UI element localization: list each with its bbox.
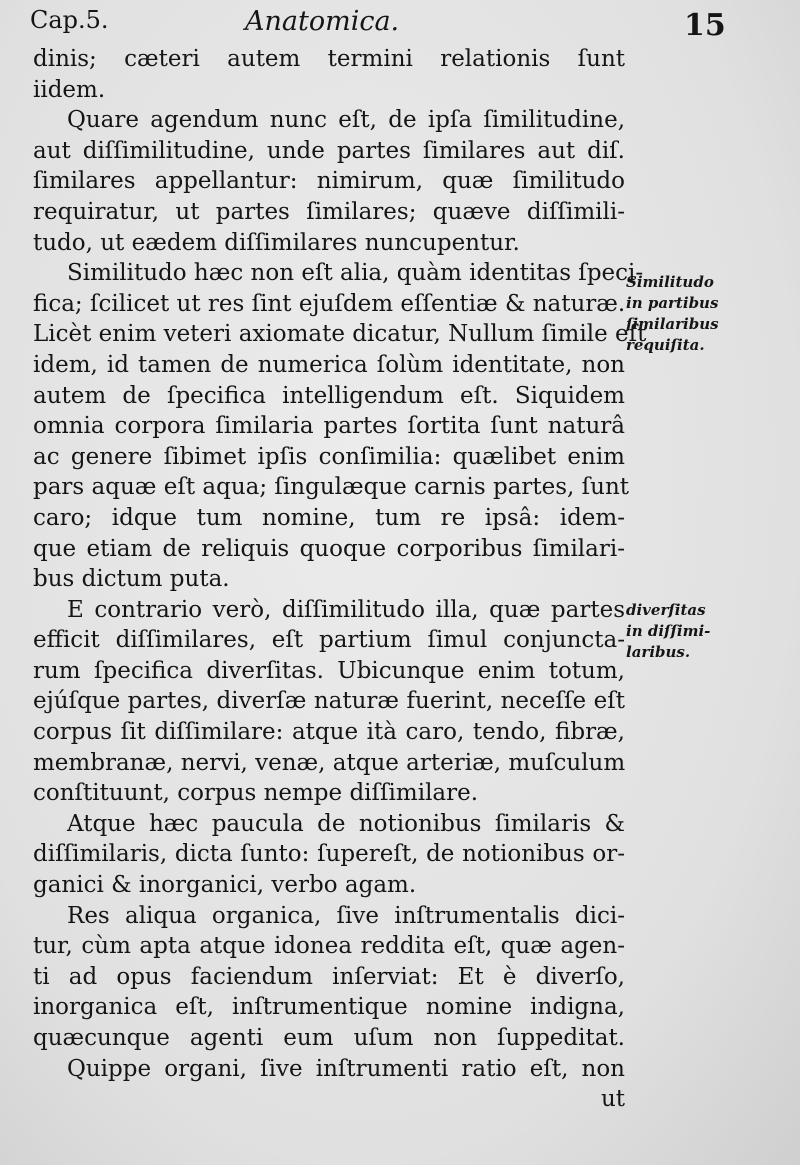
page-header: [0, 4, 800, 44]
text-line: ſimilares appellantur: nimirum, quæ ſimilitudo: [33, 168, 625, 195]
marginal-note: [626, 272, 798, 356]
text-line: caro; idque tum nomine, tum re ipsâ: idem-: [33, 504, 625, 531]
text-line: Similitudo hæc non eſt alia, quàm identitas ſpeci-: [67, 260, 644, 287]
text-line: requiratur, ut partes ſimilares; quæve diſſimili-: [33, 198, 625, 225]
text-line: rum ſpecifica diverſitas. Ubicunque enim totum,: [33, 657, 625, 684]
text-line: Atque hæc paucula de notionibus ſimilaris &: [67, 810, 625, 837]
marginal-note-line: in diſſimi-: [626, 622, 711, 640]
text-line: inorganica eſt, inſtrumentique nomine indigna,: [33, 994, 625, 1021]
text-line: autem de ſpecifica intelligendum eſt. Siquidem: [33, 382, 625, 409]
text-line: E contrario verò, diſſimilitudo illa, quæ partes: [67, 596, 625, 623]
text-line: bus dictum puta.: [33, 566, 230, 593]
text-line: fica; ſcilicet ut res ſint ejuſdem eſſentiæ & naturæ.: [33, 290, 626, 317]
running-title: Anatomica.: [245, 6, 400, 37]
marginal-note-line: requiſita.: [626, 336, 705, 354]
chapter-label: Cap.5.: [30, 6, 109, 34]
text-line: iidem.: [33, 76, 106, 103]
text-line: dinis; cæteri autem termini relationis ſunt: [33, 46, 625, 72]
text-line: membranæ, nervi, venæ, atque arteriæ, muſculum: [33, 749, 626, 776]
text-line: ut: [600, 1086, 625, 1113]
marginal-note-line: Similitudo: [626, 273, 714, 291]
marginal-note-line: diverſitas: [626, 601, 706, 619]
page-number: 15: [684, 8, 726, 43]
text-line: efficit diſſimilares, eſt partium ſimul conjuncta-: [33, 627, 625, 654]
text-line: aut diſſimilitudine, unde partes ſimilares aut diſ.: [33, 137, 625, 164]
text-line: Res aliqua organica, ſive inſtrumentalis dici-: [67, 902, 625, 929]
text-line: ganici & inorganici, verbo agam.: [33, 872, 417, 899]
text-line: quæcunque agenti eum uſum non ſuppeditat.: [33, 1025, 625, 1051]
text-line: que etiam de reliquis quoque corporibus ſimilari-: [33, 535, 625, 562]
text-line: Quippe organi, ſive inſtrumenti ratio eſt, non: [67, 1055, 625, 1082]
marginal-note: [626, 600, 798, 663]
text-line: corpus ſit diſſimilare: atque ità caro, tendo, fibræ,: [33, 719, 625, 746]
text-line: Licèt enim veteri axiomate dicatur, Nullum ſimile eſt: [33, 321, 647, 348]
text-line: Quare agendum nunc eſt, de ipſa ſimilitudine,: [67, 107, 625, 134]
text-line: diſſimilaris, dicta ſunto: ſupereſt, de notionibus or-: [33, 841, 625, 868]
body-text: [33, 44, 647, 1115]
marginal-note-line: laribus.: [626, 643, 691, 661]
text-line: idem, id tamen de numerica ſolùm identitate, non: [33, 351, 625, 378]
marginal-note-line: ſimilaribus: [626, 315, 719, 333]
text-line: omnia corpora ſimilaria partes ſortita ſunt naturâ: [33, 413, 625, 440]
text-line: tur, cùm apta atque idonea reddita eſt, quæ agen-: [33, 933, 625, 960]
text-line: pars aquæ eſt aqua; ſingulæque carnis partes, ſunt: [33, 474, 630, 501]
text-line: ejúſque partes, diverſæ naturæ fuerint, neceſſe eſt: [33, 688, 625, 715]
marginal-note-line: in partibus: [626, 294, 719, 312]
text-line: conſtituunt, corpus nempe diſſimilare.: [33, 780, 479, 807]
text-line: ti ad opus faciendum inſerviat: Et è diverſo,: [33, 963, 625, 990]
text-line: ac genere ſibimet ipſis conſimilia: quælibet enim: [33, 443, 625, 470]
text-line: tudo, ut eædem diſſimilares nuncupentur.: [33, 229, 520, 256]
